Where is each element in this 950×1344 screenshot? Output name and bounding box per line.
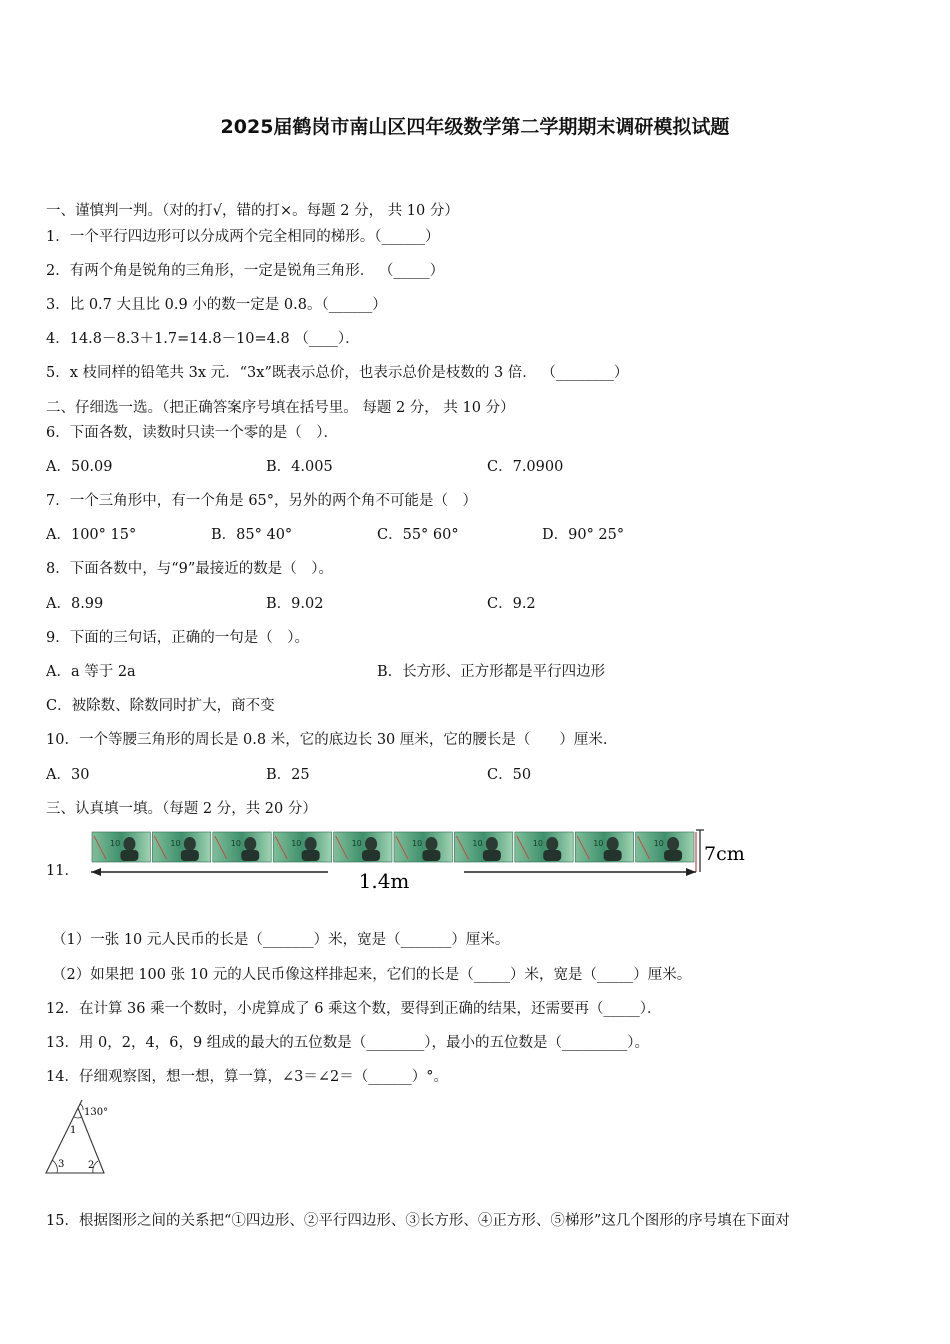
svg-text:10: 10 xyxy=(593,839,604,848)
question-3: 3．比 0.7 大且比 0.9 小的数一定是 0.8。（______） xyxy=(46,297,387,313)
question-7: 7．一个三角形中，有一个角是 65°，另外的两个角不可能是（ ） xyxy=(46,493,478,509)
q8-option-a: A．8.99 xyxy=(46,596,104,612)
question-14: 14．仔细观察图，想一想，算一算，∠3＝∠2＝（______）°。 xyxy=(46,1069,448,1085)
svg-text:10: 10 xyxy=(472,839,483,848)
q9-option-a: A．a 等于 2a xyxy=(46,664,136,680)
q7-option-d: D．90° 25° xyxy=(542,527,625,543)
banknote xyxy=(636,832,694,862)
angle-3-arc xyxy=(52,1160,57,1173)
svg-text:10: 10 xyxy=(110,839,121,848)
section-1-heading: 一、谨慎判一判。（对的打√，错的打×。每题 2 分， 共 10 分） xyxy=(46,203,459,219)
question-4: 4．14.8－8.3＋1.7=14.8－10=4.8 （____）． xyxy=(46,331,360,347)
q6-option-c: C．7.0900 xyxy=(487,459,564,475)
svg-text:10: 10 xyxy=(351,839,362,848)
q10-option-b: B．25 xyxy=(266,767,310,783)
q7-option-a: A．100° 15° xyxy=(46,527,137,543)
angle-2-label: 2 xyxy=(88,1160,95,1171)
q6-option-b: B．4.005 xyxy=(266,459,333,475)
svg-text:10: 10 xyxy=(653,839,664,848)
banknote xyxy=(454,832,512,862)
question-15: 15．根据图形之间的关系把“①四边形、②平行四边形、③长方形、④正方形、⑤梯形”这几个图形的序号填在下面对 xyxy=(46,1213,790,1229)
question-5: 5．x 枝同样的铅笔共 3x 元．“3x”既表示总价，也表示总价是枝数的 3 倍． （________） xyxy=(46,365,629,381)
q10-option-a: A．30 xyxy=(46,767,90,783)
angle-1-label: 1 xyxy=(70,1125,77,1136)
exterior-angle-arc xyxy=(80,1104,83,1110)
banknote xyxy=(575,832,633,862)
question-11-part-2: （2）如果把 100 张 10 元的人民币像这样排起来，它们的长是（_____）米，宽是（_____）厘米。 xyxy=(52,967,692,983)
q9-option-b: B．长方形、正方形都是平行四边形 xyxy=(377,664,606,680)
question-6: 6．下面各数，读数时只读一个零的是（ ）． xyxy=(46,425,338,441)
svg-text:10: 10 xyxy=(170,839,181,848)
q8-option-b: B．9.02 xyxy=(266,596,324,612)
question-9: 9．下面的三句话，正确的一句是（ ）。 xyxy=(46,630,309,646)
angle-3-label: 3 xyxy=(58,1159,65,1170)
section-3-heading: 三、认真填一填。（每题 2 分，共 20 分） xyxy=(46,801,317,817)
q7-option-b: B．85° 40° xyxy=(211,527,293,543)
question-11-number: 11． xyxy=(46,863,79,879)
question-10: 10．一个等腰三角形的周长是 0.8 米，它的底边长 30 厘米，它的腰长是（ ）厘米. xyxy=(46,732,608,748)
svg-text:10: 10 xyxy=(230,839,241,848)
q9-option-c: C．被除数、除数同时扩大，商不变 xyxy=(46,698,275,714)
svg-text:10: 10 xyxy=(532,839,543,848)
triangle-figure xyxy=(42,1098,122,1182)
question-13: 13．用 0，2，4，6，9 组成的最大的五位数是（________），最小的五位数是（_________）。 xyxy=(46,1035,650,1051)
question-12: 12．在计算 36 乘一个数时，小虎算成了 6 乘这个数，要得到正确的结果，还需要再（_____）． xyxy=(46,1001,662,1017)
svg-text:10: 10 xyxy=(291,839,302,848)
question-2: 2．有两个角是锐角的三角形，一定是锐角三角形． （_____） xyxy=(46,263,445,279)
q10-option-c: C．50 xyxy=(487,767,532,783)
length-label: 1.4m xyxy=(358,869,410,893)
banknote xyxy=(92,832,150,862)
banknote xyxy=(152,832,210,862)
angle-130-label: 130° xyxy=(84,1107,109,1118)
q8-option-c: C．9.2 xyxy=(487,596,536,612)
width-label: 7cm xyxy=(704,843,745,865)
question-8: 8．下面各数中，与“9”最接近的数是（ ）。 xyxy=(46,561,334,577)
angle-1-arc xyxy=(74,1117,82,1118)
banknote xyxy=(273,832,331,862)
arrow-head-right xyxy=(686,868,696,876)
arrow-head-left xyxy=(91,868,101,876)
page-title: 2025届鹤岗市南山区四年级数学第二学期期末调研模拟试题 xyxy=(220,116,730,138)
banknote-row-figure xyxy=(88,826,788,900)
question-11-part-1: （1）一张 10 元人民币的长是（_______）米，宽是（_______）厘米。 xyxy=(52,932,510,948)
banknote xyxy=(213,832,271,862)
q7-option-c: C．55° 60° xyxy=(377,527,459,543)
banknote-group xyxy=(92,832,694,862)
banknote xyxy=(515,832,573,862)
section-2-heading: 二、仔细选一选。（把正确答案序号填在括号里。 每题 2 分， 共 10 分） xyxy=(46,400,515,416)
q6-option-a: A．50.09 xyxy=(46,459,113,475)
banknote xyxy=(334,832,392,862)
svg-text:10: 10 xyxy=(412,839,423,848)
banknote xyxy=(394,832,452,862)
question-1: 1．一个平行四边形可以分成两个完全相同的梯形。（______） xyxy=(46,229,440,245)
